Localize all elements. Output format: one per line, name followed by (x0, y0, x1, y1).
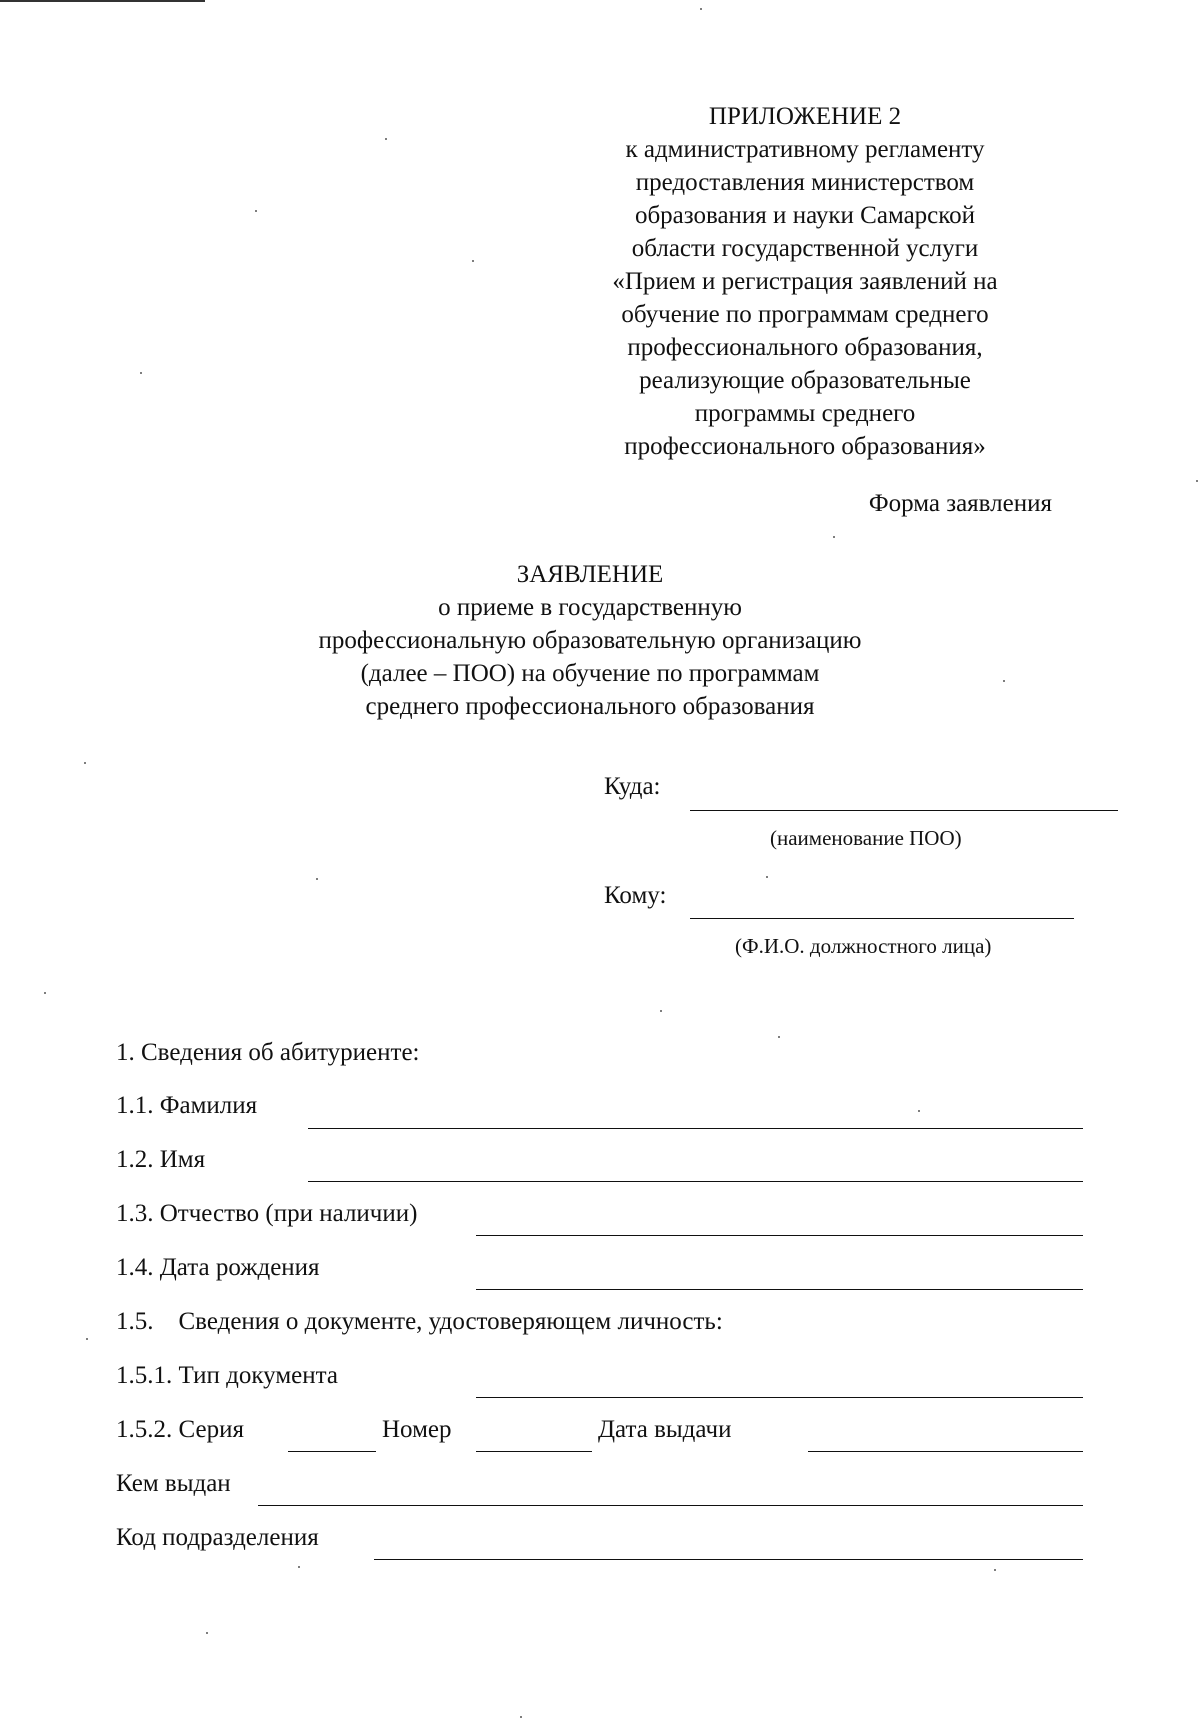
scan-speck (316, 878, 318, 880)
appendix-line: программы среднего (694, 400, 916, 427)
appendix-line: профессионального образования» (624, 433, 986, 460)
scan-speck (766, 876, 768, 878)
where-label: Куда: (604, 773, 661, 800)
first-name-field[interactable] (308, 1181, 1083, 1182)
where-caption: (наименование ПОО) (770, 826, 962, 850)
appendix-header (565, 100, 1045, 463)
division-code-field[interactable] (374, 1559, 1083, 1560)
scan-speck (994, 1569, 996, 1571)
first-name-label: 1.2. Имя (116, 1146, 206, 1173)
scan-edge-line (0, 0, 205, 2)
appendix-line: к административному регламенту (625, 136, 985, 163)
title-line: профессиональную образовательную организацию (318, 627, 862, 654)
scan-speck (1003, 680, 1005, 682)
section-applicant-heading: 1. Сведения об абитуриенте: (116, 1039, 420, 1066)
patronymic-field[interactable] (476, 1235, 1083, 1236)
to-label: Кому: (604, 882, 667, 909)
appendix-line: ПРИЛОЖЕНИЕ 2 (708, 103, 902, 130)
doc-type-label: 1.5.1. Тип документа (116, 1362, 338, 1389)
scan-speck (660, 1010, 662, 1012)
scan-speck (778, 1036, 780, 1038)
scan-speck (140, 372, 142, 374)
division-code-label: Код подразделения (116, 1524, 319, 1551)
scan-speck (255, 210, 257, 212)
appendix-line: образования и науки Самарской (634, 202, 976, 229)
birth-date-label: 1.4. Дата рождения (116, 1254, 320, 1281)
to-caption: (Ф.И.О. должностного лица) (735, 934, 992, 958)
appendix-line: профессионального образования, (627, 334, 983, 361)
scan-speck (84, 762, 86, 764)
title-line: среднего профессионального образования (365, 693, 815, 720)
scan-speck (298, 1566, 300, 1568)
scan-speck (472, 260, 474, 262)
title-line: о приеме в государственную (438, 594, 742, 621)
series-field[interactable] (288, 1451, 376, 1452)
to-field[interactable] (690, 918, 1074, 919)
document-title (230, 558, 950, 723)
issue-date-field[interactable] (808, 1451, 1083, 1452)
number-label: Номер (382, 1416, 452, 1443)
scan-speck (1196, 480, 1198, 482)
appendix-line: «Прием и регистрация заявлений на (612, 268, 998, 295)
birth-date-field[interactable] (476, 1289, 1083, 1290)
title-heading: ЗАЯВЛЕНИЕ (516, 561, 664, 588)
issued-by-field[interactable] (258, 1505, 1083, 1506)
id-document-heading: 1.5. Сведения о документе, удостоверяющем личность: (116, 1308, 723, 1335)
where-field[interactable] (690, 810, 1118, 811)
issued-by-label: Кем выдан (116, 1470, 231, 1497)
appendix-line: области государственной услуги (631, 235, 979, 262)
patronymic-label: 1.3. Отчество (при наличии) (116, 1200, 418, 1227)
scan-speck (206, 1632, 208, 1634)
form-type-label: Форма заявления (868, 490, 1052, 517)
scan-speck (86, 1338, 88, 1340)
title-line: (далее – ПОО) на обучение по программам (360, 660, 820, 687)
appendix-line: предоставления министерством (635, 169, 975, 196)
scan-speck (44, 992, 46, 994)
scan-speck (520, 1716, 522, 1718)
scan-speck (833, 536, 835, 538)
scan-speck (385, 138, 387, 140)
scan-speck (918, 1110, 920, 1112)
appendix-line: обучение по программам среднего (621, 301, 989, 328)
surname-field[interactable] (308, 1128, 1083, 1129)
issue-date-label: Дата выдачи (598, 1416, 732, 1443)
doc-type-field[interactable] (476, 1397, 1083, 1398)
number-field[interactable] (476, 1451, 592, 1452)
appendix-line: реализующие образовательные (639, 367, 971, 394)
series-label: 1.5.2. Серия (116, 1416, 244, 1443)
scan-speck (700, 8, 702, 10)
surname-label: 1.1. Фамилия (116, 1092, 258, 1119)
